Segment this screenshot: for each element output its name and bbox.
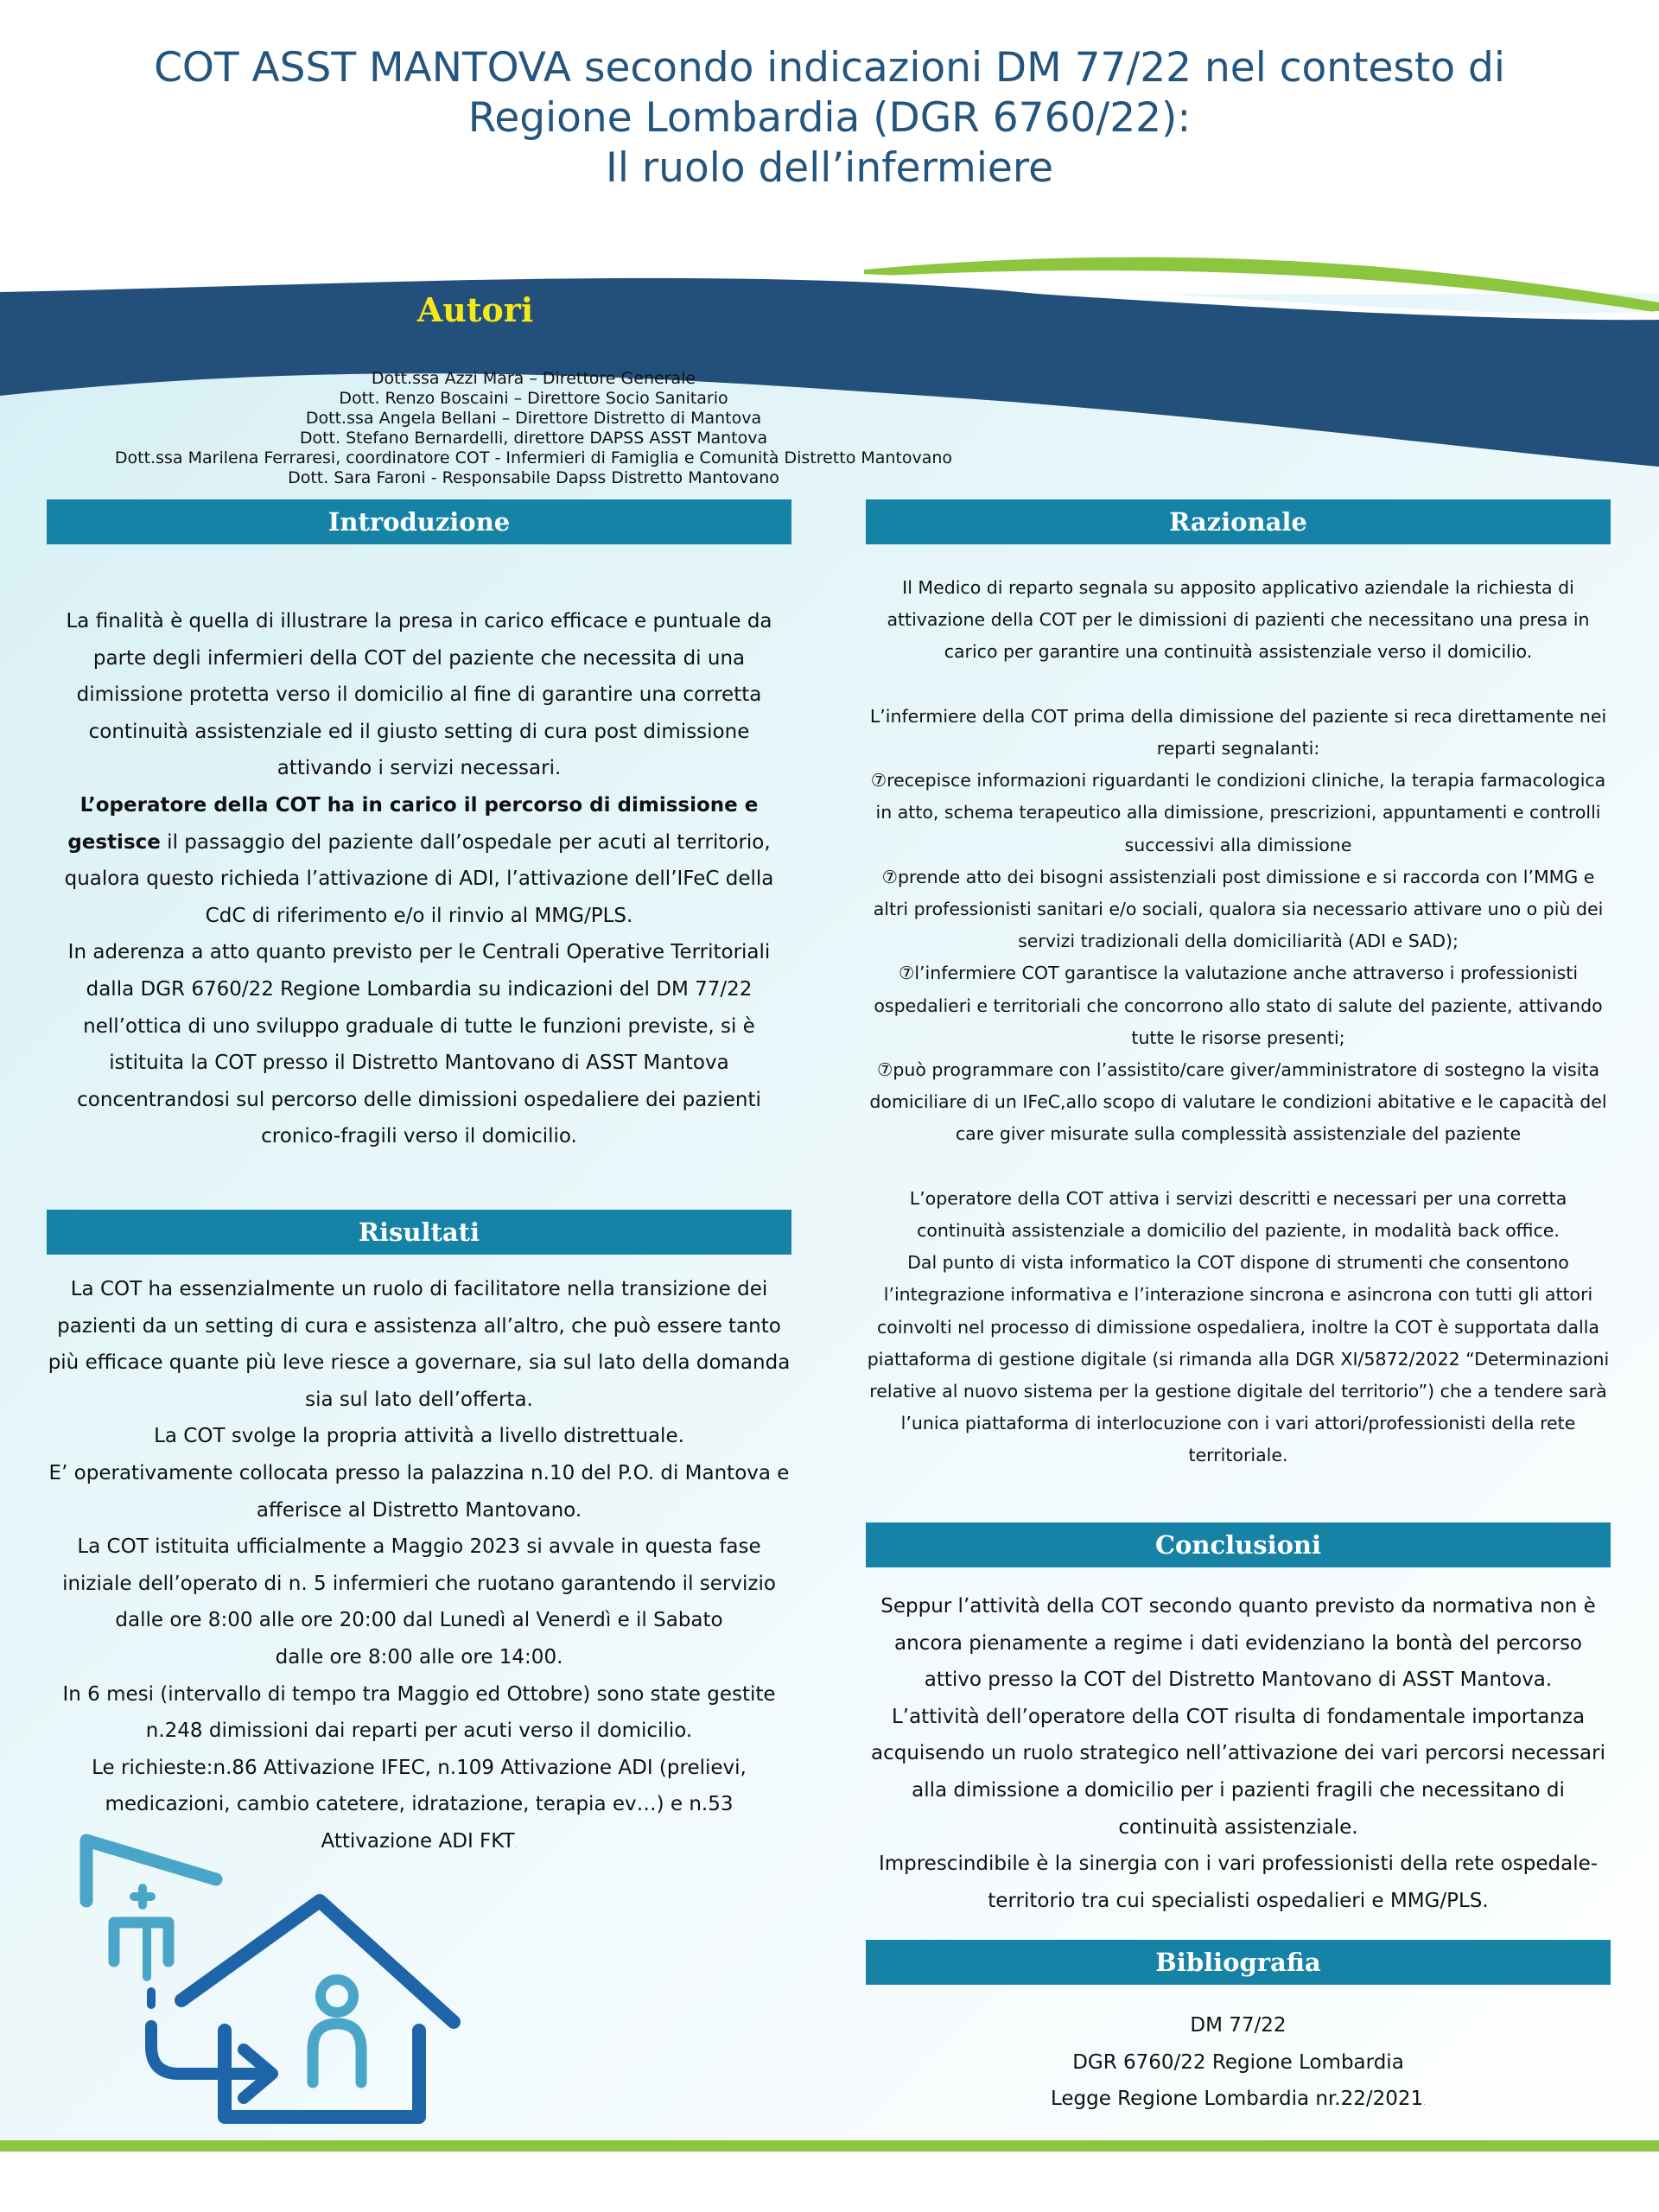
introduzione-paragraph: La finalità è quella di illustrare la presa in carico efficace e puntuale da parte degli infermieri della COT del paziente che necessita di una dimissione protetta verso il domicilio al fine di garantire una corretta continuità assistenziale ed il giusto setting di cura post dimissione attivando i servizi necessari. bbox=[66, 610, 772, 780]
bullet-icon: ⑦ bbox=[881, 866, 899, 887]
conclusioni-heading: Conclusioni bbox=[866, 1522, 1611, 1567]
spacer bbox=[866, 669, 1611, 701]
author-line: Dott. Stefano Bernardelli, direttore DAPSS ASST Mantova bbox=[299, 429, 768, 448]
conclusioni-paragraph: Seppur l’attività della COT secondo quanto previsto da normativa non è ancora pienamente a regime i dati evidenziano la bontà del percorso attivo presso la COT del Distretto Mantovano di ASST Mantova. bbox=[880, 1595, 1596, 1692]
risultati-end-dot: . bbox=[514, 1840, 518, 1850]
razionale-paragraph: Il Medico di reparto segnala su apposito applicativo aziendale la richiesta di attivazione della COT per le dimissioni di pazienti che necessitano una presa in carico per garantire una continuità assistenziale verso il domicilio. bbox=[887, 577, 1590, 663]
razionale-paragraph: L’operatore della COT attiva i servizi descritti e necessari per una corretta continuità assistenziale a domicilio del paziente, in modalità back office. bbox=[909, 1187, 1567, 1242]
introduzione-text bbox=[47, 603, 791, 1155]
razionale-bullet-item: ⑦l’infermiere COT garantisce la valutazione anche attraverso i professionisti ospedalieri e territoriali che concorrono allo stato di salute del paziente, attivando tutte le risorse presenti; bbox=[874, 963, 1603, 1048]
conclusioni-text bbox=[866, 1588, 1611, 1919]
risultati-heading: Risultati bbox=[47, 1210, 791, 1255]
author-line: Dott.ssa Azzi Mara – Direttore Generale bbox=[371, 369, 696, 388]
authors-list bbox=[35, 369, 1033, 488]
razionale-heading: Razionale bbox=[866, 499, 1611, 544]
razionale-bullet-item: ⑦recepisce informazioni riguardanti le condizioni cliniche, la terapia farmacologica in atto, schema terapeutico alla dimissione, prescrizioni, appuntamenti e controlli successivi alla dimissione bbox=[870, 770, 1606, 855]
conclusioni-paragraph: L’attività dell’operatore della COT risulta di fondamentale importanza acquisendo un ruolo strategico nell’attivazione dei vari percorsi necessari alla dimissione a domicilio per i pazienti fragili che necessitano di continuità assistenziale. bbox=[870, 1705, 1605, 1839]
razionale-bullet-item: ⑦prende atto dei bisogni assistenziali post dimissione e si raccorda con l’MMG e altri professionisti sanitari e/o sociali, qualora sia necessario attivare uno o più dei servizi tradizionali della domiciliarità (ADI e SAD); bbox=[873, 866, 1604, 952]
bibliografia-heading: Bibliografia bbox=[866, 1940, 1611, 1985]
razionale-paragraph: Dal punto di vista informatico la COT dispone di strumenti che consentono l’integrazione informativa e l’interazione sincrona e asincrona con tutti gli attori coinvolti nel processo di dimissione ospedaliera, inoltre la COT è supportata dalla piattaforma di gestione digitale (si rimanda alla DGR XI/5872/2022 “Determinazioni relative al nuovo sistema per la gestione digitale del territorio”) che a tendere sarà l’unica piattaforma di interlocuzione con i vari attori/professionisti della rete territoriale. bbox=[867, 1252, 1610, 1466]
author-line: Dott. Sara Faroni - Responsabile Dapss Distretto Mantovano bbox=[288, 468, 779, 487]
risultati-paragraph: In 6 mesi (intervallo di tempo tra Maggio ed Ottobre) sono state gestite n.248 dimissioni dai reparti per acuti verso il domicilio. bbox=[62, 1682, 776, 1743]
risultati-paragraph: dalle ore 8:00 alle ore 14:00. bbox=[275, 1645, 563, 1669]
risultati-paragraph: La COT svolge la propria attività a livello distrettuale. bbox=[154, 1425, 684, 1448]
risultati-paragraph: La COT istituita ufficialmente a Maggio 2023 si avvale in questa fase iniziale dell’operato di n. 5 infermieri che ruotano garantendo il servizio dalle ore 8:00 alle ore 20:00 dal Lunedì al Venerdì e il Sabato bbox=[62, 1535, 776, 1632]
risultati-text bbox=[47, 1271, 791, 1865]
footer-green-line bbox=[0, 2140, 1659, 2152]
bullet-icon: ⑦ bbox=[898, 963, 915, 984]
introduzione-heading: Introduzione bbox=[47, 499, 791, 544]
risultati-text-main: Le richieste:n.86 Attivazione IFEC, n.109 Attivazione ADI (prelievi, medicazioni, cambio catetere, idratazione, terapia ev…) e n.53 Attivazione ADI FKT bbox=[92, 1756, 747, 1853]
spacer bbox=[866, 1151, 1611, 1183]
razionale-paragraph: L’infermiere della COT prima della dimissione del paziente si reca direttamente nei reparti segnalanti: bbox=[869, 705, 1607, 760]
bullet-icon: ⑦ bbox=[870, 770, 887, 791]
introduzione-bold-text: L’operatore della COT ha in carico il percorso di dimissione e gestisce bbox=[67, 793, 759, 854]
razionale-text bbox=[866, 572, 1611, 1472]
risultati-paragraph: E’ operativamente collocata presso la palazzina n.10 del P.O. di Mantova e afferisce al Distretto Mantovano. bbox=[48, 1461, 790, 1522]
bibliografia-item: DGR 6760/22 Regione Lombardia bbox=[1072, 2050, 1404, 2074]
bibliografia-end-dot: . bbox=[1423, 2099, 1427, 2108]
introduzione-text-rest: il passaggio del paziente dall’ospedale per acuti al territorio, qualora questo richieda l’attivazione di ADI, l’attivazione dell’IFeC della CdC di riferimento e/o il rinvio al MMG/PLS. bbox=[64, 830, 774, 927]
bibliografia-item: Legge Regione Lombardia nr.22/2021. bbox=[1050, 2088, 1427, 2111]
conclusioni-paragraph: Imprescindibile è la sinergia con i vari professionisti della rete ospedale-territorio tra cui specialisti ospedalieri e MMG/PLS. bbox=[878, 1853, 1599, 1912]
razionale-bullet-item: ⑦può programmare con l’assistito/care giver/amministratore di sostegno la visita domiciliare di un IFeC,allo scopo di valutare le condizioni abitative e le capacità del care giver misurate sulla complessità assistenziale del paziente bbox=[869, 1059, 1607, 1145]
author-line: Dott.ssa Angela Bellani – Direttore Distretto di Mantova bbox=[305, 409, 762, 428]
risultati-paragraph: La COT ha essenzialmente un ruolo di facilitatore nella transizione dei pazienti da un setting di cura e assistenza all’altro, che può essere tanto più efficace quante più leve riesce a governare, sia sul lato della domanda sia sul lato dell’offerta. bbox=[48, 1278, 791, 1411]
hospital-to-home-icon bbox=[60, 1823, 493, 2134]
footer-band bbox=[0, 2152, 1659, 2212]
bullet-icon: ⑦ bbox=[876, 1059, 893, 1081]
author-line: Dott.ssa Marilena Ferraresi, coordinatore COT - Infermieri di Famiglia e Comunità Distretto Mantovano bbox=[114, 448, 953, 467]
introduzione-paragraph: In aderenza a atto quanto previsto per le Centrali Operative Territoriali dalla DGR 6760/22 Regione Lombardia su indicazioni del DM 77/22 nell’ottica di uno sviluppo graduale di tutte le funzioni previste, si è istituita la COT presso il Distretto Mantovano di ASST Mantova concentrandosi sul percorso delle dimissioni ospedaliere dei pazienti cronico-fragili verso il domicilio. bbox=[67, 941, 771, 1148]
authors-heading: Autori bbox=[416, 290, 534, 329]
page-title: COT ASST MANTOVA secondo indicazioni DM 77/22 nel contesto di Regione Lombardia (DGR 6760/22): Il ruolo dell’infermiere bbox=[154, 44, 1505, 192]
author-line: Dott. Renzo Boscaini – Direttore Socio Sanitario bbox=[339, 389, 728, 408]
bibliografia-list bbox=[866, 2007, 1611, 2122]
bibliografia-item: DM 77/22 bbox=[1190, 2014, 1287, 2037]
introduzione-paragraph bbox=[47, 787, 791, 934]
